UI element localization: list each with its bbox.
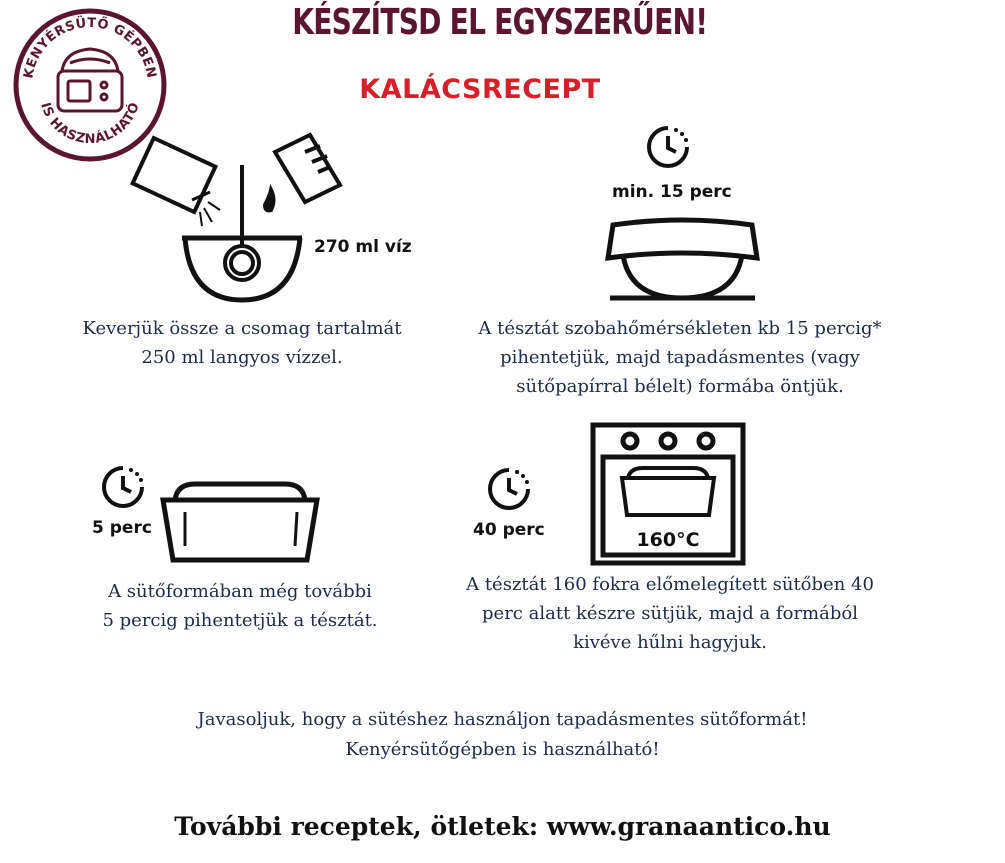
flour-bag-icon (133, 138, 220, 226)
clock-icon (486, 466, 532, 512)
clock-icon (100, 464, 146, 510)
step2-label: min. 15 perc (612, 182, 732, 202)
step4-label: 40 perc (473, 520, 545, 540)
whisk-icon (225, 165, 259, 280)
badge-bottom-text: IS HASZNÁLHATÓ (37, 100, 143, 148)
page-title: KÉSZÍTSD EL EGYSZERŰEN! (292, 2, 708, 43)
step1-description: Keverjük össze a csomag tartalmát 250 ml langyos vízzel. (82, 318, 402, 368)
baking-tin-icon (155, 478, 325, 568)
step3-label: 5 perc (92, 518, 152, 538)
page-subtitle: KALÁCSRECEPT (359, 74, 601, 105)
oven-temperature: 160°C (636, 529, 700, 551)
oven-icon (588, 420, 748, 568)
measuring-jug-icon (265, 135, 340, 210)
footer-website-link[interactable]: További receptek, ötletek: www.granaantico.hu (174, 812, 831, 841)
step1-label: 270 ml víz (314, 237, 412, 257)
step3-description: A sütőformában még további 5 percig pihentetjük a tésztát. (102, 581, 378, 631)
footer-note: Javasoljuk, hogy a sütéshez használjon tapadásmentes sütőformát! Kenyérsütőgépben is használható! (197, 709, 808, 760)
step4-description: A tésztát 160 fokra előmelegített sütőben 40 perc alatt készre sütjük, majd a formából kivéve hűlni hagyjuk. (466, 574, 874, 653)
step2-description: A tésztát szobahőmérsékleten kb 15 percig* pihentetjük, majd tapadásmentes (vagy sütőpapírral bélelt) formába öntjük. (478, 318, 882, 397)
step1-illustration (130, 130, 360, 315)
covered-bowl-icon (595, 210, 770, 305)
clock-icon (645, 124, 691, 170)
badge-top-text: KENYÉRSÜTŐ GÉPBEN (21, 15, 159, 80)
